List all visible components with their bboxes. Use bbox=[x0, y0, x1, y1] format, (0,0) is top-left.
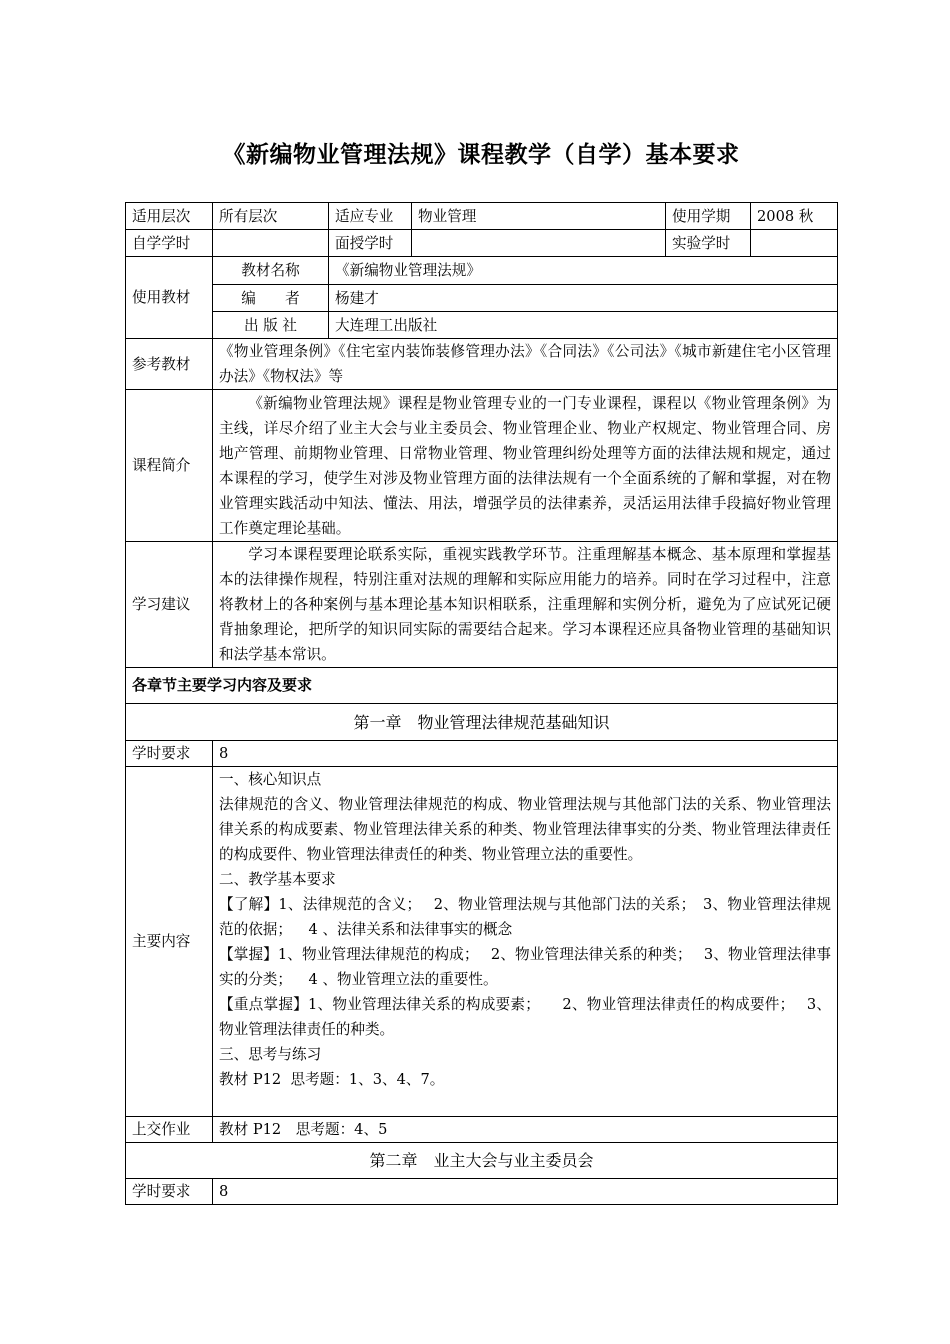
chapter2-hours-value: 8 bbox=[213, 1179, 838, 1205]
requirement-key-master: 【重点掌握】1、物业管理法律关系的构成要素； 2、物业管理法律责任的构成要件； 3、物业管理法律责任的种类。 bbox=[219, 996, 831, 1038]
requirement-master: 【掌握】1、物业管理法律规范的构成； 2、物业管理法律关系的种类； 3、物业管理法律事实的分类； 4 、物业管理立法的重要性。 bbox=[219, 946, 831, 988]
course-table bbox=[125, 202, 838, 1205]
textbook-row-publisher bbox=[126, 312, 838, 339]
section-core-title: 一、核心知识点 bbox=[219, 771, 322, 788]
major-value: 物业管理 bbox=[412, 203, 666, 230]
lab-hours-value bbox=[751, 230, 838, 257]
intro-value: 《新编物业管理法规》课程是物业管理专业的一门专业课程，课程以《物业管理条例》为主线，详尽介绍了业主大会与业主委员会、物业管理企业、物业产权规定、物业管理合同、房地产管理、前期物业管理、日常物业管理、物业管理纠纷处理等方面的法律法规和规定，通过本课程的学习，使学生对涉及物业管理方面的法律法规有一个全面系统的了解和掌握，对在物业管理实践活动中知法、懂法、用法，增强学员的法律素养，灵活运用法律手段搞好物业管理工作奠定理论基础。 bbox=[213, 390, 838, 542]
level-value: 所有层次 bbox=[213, 203, 329, 230]
chapter1-hours-label: 学时要求 bbox=[126, 741, 213, 767]
lecture-hours-label: 面授学时 bbox=[329, 230, 412, 257]
advice-value: 学习本课程要理论联系实际，重视实践教学环节。注重理解基本概念、基本原理和掌握基本的法律操作规程，特别注重对法规的理解和实际应用能力的培养。同时在学习过程中，注意将教材上的各种案例与基本理论基本知识相联系，注重理解和实例分析，避免为了应试死记硬背抽象理论，把所学的知识同实际的需要结合起来。学习本课程还应具备物业管理的基础知识和法学基本常识。 bbox=[213, 542, 838, 668]
chapter1-hours-value: 8 bbox=[213, 741, 838, 767]
textbook-author-label: 编 者 bbox=[213, 285, 329, 312]
reference-value: 《物业管理条例》《住宅室内装饰装修管理办法》《合同法》《公司法》《城市新建住宅小区管理办法》《物权法》等 bbox=[213, 339, 838, 390]
textbook-row-name bbox=[126, 257, 838, 285]
textbook-publisher-label: 出 版 社 bbox=[213, 312, 329, 339]
section-exercise-title: 三、思考与练习 bbox=[219, 1046, 322, 1063]
requirement-understand: 【了解】1、法律规范的含义； 2、物业管理法规与其他部门法的关系； 3、物业管理法律规范的依据； 4 、法律关系和法律事实的概念 bbox=[219, 896, 831, 938]
chapter1-homework-value: 教材 P12 思考题：4、5 bbox=[213, 1117, 838, 1143]
chapters-heading-row bbox=[126, 668, 838, 704]
major-label: 适应专业 bbox=[329, 203, 412, 230]
section-exercise-text: 教材 P12 思考题：1、3、4、7。 bbox=[219, 1071, 445, 1088]
term-value: 2008 秋 bbox=[751, 203, 838, 230]
chapter1-content-row bbox=[126, 767, 838, 1117]
chapter2-title: 第二章 业主大会与业主委员会 bbox=[126, 1143, 838, 1179]
info-row-2 bbox=[126, 230, 838, 257]
chapter2-hours-row bbox=[126, 1179, 838, 1205]
section-core-text: 法律规范的含义、物业管理法律规范的构成、物业管理法规与其他部门法的关系、物业管理法律关系的构成要素、物业管理法律关系的种类、物业管理法律事实的分类、物业管理法律责任的构成要件、物业管理法律责任的种类、物业管理立法的重要性。 bbox=[219, 796, 831, 863]
chapter1-hours-row bbox=[126, 741, 838, 767]
textbook-row-author bbox=[126, 285, 838, 312]
chapter1-title: 第一章 物业管理法律规范基础知识 bbox=[126, 704, 838, 741]
reference-row bbox=[126, 339, 838, 390]
page-title: 《新编物业管理法规》课程教学（自学）基本要求 bbox=[222, 142, 740, 168]
textbook-name-value: 《新编物业管理法规》 bbox=[329, 257, 838, 285]
chapter1-content-label: 主要内容 bbox=[126, 767, 213, 1117]
chapter1-content bbox=[213, 767, 838, 1117]
chapter1-title-row bbox=[126, 704, 838, 741]
chapter1-homework-label: 上交作业 bbox=[126, 1117, 213, 1143]
term-label: 使用学期 bbox=[666, 203, 751, 230]
chapter1-homework-row bbox=[126, 1117, 838, 1143]
self-hours-value bbox=[213, 230, 329, 257]
textbook-author-value: 杨建才 bbox=[329, 285, 838, 312]
textbook-publisher-value: 大连理工出版社 bbox=[329, 312, 838, 339]
info-row-1 bbox=[126, 203, 838, 230]
self-hours-label: 自学学时 bbox=[126, 230, 213, 257]
section-requirements-title: 二、教学基本要求 bbox=[219, 871, 336, 888]
advice-row bbox=[126, 542, 838, 668]
level-label: 适用层次 bbox=[126, 203, 213, 230]
intro-row bbox=[126, 390, 838, 542]
textbook-name-label: 教材名称 bbox=[213, 257, 329, 285]
intro-label: 课程简介 bbox=[126, 390, 213, 542]
lecture-hours-value bbox=[412, 230, 666, 257]
chapters-heading: 各章节主要学习内容及要求 bbox=[126, 668, 838, 704]
textbook-label: 使用教材 bbox=[126, 257, 213, 339]
advice-label: 学习建议 bbox=[126, 542, 213, 668]
reference-label: 参考教材 bbox=[126, 339, 213, 390]
chapter2-hours-label: 学时要求 bbox=[126, 1179, 213, 1205]
lab-hours-label: 实验学时 bbox=[666, 230, 751, 257]
chapter2-title-row bbox=[126, 1143, 838, 1179]
